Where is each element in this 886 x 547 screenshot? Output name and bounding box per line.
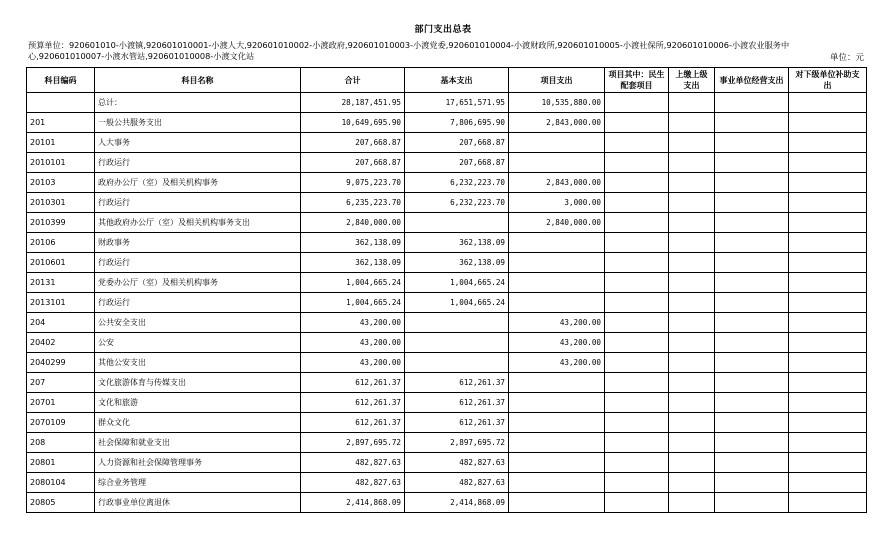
empty-cell bbox=[789, 253, 867, 273]
subject-name-cell: 其他政府办公厅（室）及相关机构事务支出 bbox=[95, 213, 301, 233]
empty-cell bbox=[715, 113, 789, 133]
subject-name-cell: 行政运行 bbox=[95, 153, 301, 173]
basic-amount-cell: 207,668.87 bbox=[405, 133, 509, 153]
basic-amount-cell: 482,827.63 bbox=[405, 473, 509, 493]
subject-name-cell: 一般公共服务支出 bbox=[95, 113, 301, 133]
basic-amount-cell bbox=[405, 333, 509, 353]
project-amount-cell bbox=[509, 153, 605, 173]
table-row bbox=[27, 133, 867, 153]
table-row bbox=[27, 273, 867, 293]
empty-cell bbox=[715, 213, 789, 233]
empty-cell bbox=[715, 253, 789, 273]
basic-amount-cell: 2,897,695.72 bbox=[405, 433, 509, 453]
empty-cell bbox=[669, 153, 715, 173]
empty-cell bbox=[715, 393, 789, 413]
table-row bbox=[27, 173, 867, 193]
total-amount-cell: 43,200.00 bbox=[301, 333, 405, 353]
table-row bbox=[27, 333, 867, 353]
column-header: 科目名称 bbox=[95, 68, 301, 93]
basic-amount-cell bbox=[405, 313, 509, 333]
column-header: 项目其中：民生配套项目 bbox=[605, 68, 669, 93]
project-amount-cell bbox=[509, 253, 605, 273]
empty-cell bbox=[715, 473, 789, 493]
budget-units-text: 预算单位：920601010-小渡镇,920601010001-小渡人大,920601010002-小渡政府,920601010003-小渡党委,920601010004-小渡财政所,920601010005-小渡社保所,920601010006-小渡农业服务中心,920601010007-小渡水管站,920601010008-小渡文化站 bbox=[28, 40, 790, 61]
empty-cell bbox=[789, 393, 867, 413]
subject-name-cell: 其他公安支出 bbox=[95, 353, 301, 373]
subject-name-cell: 行政运行 bbox=[95, 253, 301, 273]
project-amount-cell: 43,200.00 bbox=[509, 313, 605, 333]
basic-amount-cell: 2,414,868.09 bbox=[405, 493, 509, 513]
project-amount-cell bbox=[509, 473, 605, 493]
table-row bbox=[27, 473, 867, 493]
column-header: 项目支出 bbox=[509, 68, 605, 93]
project-amount-cell: 10,535,880.00 bbox=[509, 93, 605, 113]
total-amount-cell: 482,827.63 bbox=[301, 453, 405, 473]
table-row bbox=[27, 93, 867, 113]
project-amount-cell bbox=[509, 373, 605, 393]
empty-cell bbox=[789, 313, 867, 333]
empty-cell bbox=[715, 373, 789, 393]
subject-code-cell bbox=[27, 93, 95, 113]
subject-name-cell: 社会保障和就业支出 bbox=[95, 433, 301, 453]
total-amount-cell: 1,004,665.24 bbox=[301, 273, 405, 293]
empty-cell bbox=[605, 393, 669, 413]
empty-cell bbox=[715, 333, 789, 353]
table-row bbox=[27, 433, 867, 453]
subject-code-cell: 20106 bbox=[27, 233, 95, 253]
subject-name-cell: 财政事务 bbox=[95, 233, 301, 253]
subject-code-cell: 2010101 bbox=[27, 153, 95, 173]
report-title: 部门支出总表 bbox=[414, 25, 472, 35]
basic-amount-cell: 7,806,695.90 bbox=[405, 113, 509, 133]
empty-cell bbox=[669, 93, 715, 113]
empty-cell bbox=[605, 253, 669, 273]
empty-cell bbox=[669, 393, 715, 413]
table-row bbox=[27, 453, 867, 473]
table-row bbox=[27, 153, 867, 173]
empty-cell bbox=[789, 413, 867, 433]
empty-cell bbox=[605, 153, 669, 173]
empty-cell bbox=[789, 193, 867, 213]
empty-cell bbox=[669, 253, 715, 273]
empty-cell bbox=[789, 353, 867, 373]
empty-cell bbox=[605, 353, 669, 373]
basic-amount-cell: 362,138.09 bbox=[405, 253, 509, 273]
empty-cell bbox=[715, 173, 789, 193]
total-amount-cell: 2,897,695.72 bbox=[301, 433, 405, 453]
table-row bbox=[27, 493, 867, 513]
table-row bbox=[27, 413, 867, 433]
subject-name-cell: 党委办公厅（室）及相关机构事务 bbox=[95, 273, 301, 293]
subject-name-cell: 群众文化 bbox=[95, 413, 301, 433]
empty-cell bbox=[715, 353, 789, 373]
total-amount-cell: 2,840,000.00 bbox=[301, 213, 405, 233]
total-amount-cell: 9,075,223.70 bbox=[301, 173, 405, 193]
empty-cell bbox=[669, 173, 715, 193]
empty-cell bbox=[789, 93, 867, 113]
empty-cell bbox=[789, 133, 867, 153]
total-amount-cell: 207,668.87 bbox=[301, 153, 405, 173]
project-amount-cell bbox=[509, 393, 605, 413]
column-header: 科目编码 bbox=[27, 68, 95, 93]
empty-cell bbox=[605, 333, 669, 353]
empty-cell bbox=[669, 113, 715, 133]
empty-cell bbox=[669, 233, 715, 253]
subject-name-cell: 行政事业单位离退休 bbox=[95, 493, 301, 513]
table-row bbox=[27, 373, 867, 393]
empty-cell bbox=[715, 153, 789, 173]
column-header: 合计 bbox=[301, 68, 405, 93]
empty-cell bbox=[789, 173, 867, 193]
total-amount-cell: 362,138.09 bbox=[301, 253, 405, 273]
empty-cell bbox=[669, 353, 715, 373]
basic-amount-cell: 6,232,223.70 bbox=[405, 173, 509, 193]
subject-code-cell: 2040299 bbox=[27, 353, 95, 373]
subject-code-cell: 201 bbox=[27, 113, 95, 133]
empty-cell bbox=[605, 493, 669, 513]
subject-name-cell: 公共安全支出 bbox=[95, 313, 301, 333]
basic-amount-cell: 1,004,665.24 bbox=[405, 273, 509, 293]
basic-amount-cell: 612,261.37 bbox=[405, 413, 509, 433]
subject-code-cell: 2010301 bbox=[27, 193, 95, 213]
table-row bbox=[27, 293, 867, 313]
total-amount-cell: 612,261.37 bbox=[301, 393, 405, 413]
basic-amount-cell: 612,261.37 bbox=[405, 393, 509, 413]
project-amount-cell: 2,843,000.00 bbox=[509, 113, 605, 133]
empty-cell bbox=[605, 113, 669, 133]
subject-code-cell: 2010601 bbox=[27, 253, 95, 273]
empty-cell bbox=[669, 293, 715, 313]
empty-cell bbox=[605, 433, 669, 453]
project-amount-cell: 3,000.00 bbox=[509, 193, 605, 213]
subject-name-cell: 文化和旅游 bbox=[95, 393, 301, 413]
basic-amount-cell: 207,668.87 bbox=[405, 153, 509, 173]
empty-cell bbox=[605, 273, 669, 293]
empty-cell bbox=[605, 313, 669, 333]
subject-code-cell: 208 bbox=[27, 433, 95, 453]
table-row bbox=[27, 313, 867, 333]
empty-cell bbox=[789, 333, 867, 353]
empty-cell bbox=[605, 193, 669, 213]
basic-amount-cell: 6,232,223.70 bbox=[405, 193, 509, 213]
subject-name-cell: 行政运行 bbox=[95, 293, 301, 313]
empty-cell bbox=[715, 293, 789, 313]
empty-cell bbox=[669, 453, 715, 473]
empty-cell bbox=[605, 293, 669, 313]
subject-code-cell: 204 bbox=[27, 313, 95, 333]
column-header: 事业单位经营支出 bbox=[715, 68, 789, 93]
table-row bbox=[27, 233, 867, 253]
empty-cell bbox=[605, 413, 669, 433]
empty-cell bbox=[669, 493, 715, 513]
empty-cell bbox=[669, 213, 715, 233]
empty-cell bbox=[669, 413, 715, 433]
total-amount-cell: 362,138.09 bbox=[301, 233, 405, 253]
empty-cell bbox=[789, 493, 867, 513]
empty-cell bbox=[715, 313, 789, 333]
project-amount-cell: 2,843,000.00 bbox=[509, 173, 605, 193]
table-header bbox=[27, 68, 867, 93]
empty-cell bbox=[789, 473, 867, 493]
subject-name-cell: 政府办公厅（室）及相关机构事务 bbox=[95, 173, 301, 193]
empty-cell bbox=[669, 313, 715, 333]
project-amount-cell bbox=[509, 413, 605, 433]
total-amount-cell: 612,261.37 bbox=[301, 413, 405, 433]
project-amount-cell: 43,200.00 bbox=[509, 333, 605, 353]
empty-cell bbox=[669, 333, 715, 353]
empty-cell bbox=[789, 153, 867, 173]
empty-cell bbox=[789, 213, 867, 233]
project-amount-cell bbox=[509, 133, 605, 153]
subject-name-cell: 文化旅游体育与传媒支出 bbox=[95, 373, 301, 393]
empty-cell bbox=[715, 493, 789, 513]
total-amount-cell: 6,235,223.70 bbox=[301, 193, 405, 213]
total-amount-cell: 28,187,451.95 bbox=[301, 93, 405, 113]
empty-cell bbox=[669, 433, 715, 453]
total-amount-cell: 1,004,665.24 bbox=[301, 293, 405, 313]
subject-code-cell: 20131 bbox=[27, 273, 95, 293]
empty-cell bbox=[789, 373, 867, 393]
subject-code-cell: 20805 bbox=[27, 493, 95, 513]
subject-code-cell: 2010399 bbox=[27, 213, 95, 233]
empty-cell bbox=[715, 233, 789, 253]
subject-code-cell: 2070109 bbox=[27, 413, 95, 433]
empty-cell bbox=[715, 273, 789, 293]
column-header: 基本支出 bbox=[405, 68, 509, 93]
subject-code-cell: 20103 bbox=[27, 173, 95, 193]
table-body bbox=[27, 93, 867, 513]
subject-name-cell: 人大事务 bbox=[95, 133, 301, 153]
subject-name-cell: 人力资源和社会保障管理事务 bbox=[95, 453, 301, 473]
total-amount-cell: 482,827.63 bbox=[301, 473, 405, 493]
empty-cell bbox=[669, 133, 715, 153]
expenditure-table bbox=[26, 67, 867, 513]
empty-cell bbox=[715, 453, 789, 473]
empty-cell bbox=[605, 213, 669, 233]
project-amount-cell: 2,840,000.00 bbox=[509, 213, 605, 233]
total-amount-cell: 612,261.37 bbox=[301, 373, 405, 393]
empty-cell bbox=[715, 413, 789, 433]
subject-code-cell: 2080104 bbox=[27, 473, 95, 493]
subject-code-cell: 207 bbox=[27, 373, 95, 393]
column-header: 上缴上级支出 bbox=[669, 68, 715, 93]
empty-cell bbox=[789, 233, 867, 253]
empty-cell bbox=[715, 93, 789, 113]
basic-amount-cell: 612,261.37 bbox=[405, 373, 509, 393]
empty-cell bbox=[605, 453, 669, 473]
subject-code-cell: 20101 bbox=[27, 133, 95, 153]
project-amount-cell bbox=[509, 493, 605, 513]
empty-cell bbox=[669, 193, 715, 213]
project-amount-cell bbox=[509, 233, 605, 253]
total-amount-cell: 43,200.00 bbox=[301, 353, 405, 373]
basic-amount-cell: 1,004,665.24 bbox=[405, 293, 509, 313]
project-amount-cell bbox=[509, 293, 605, 313]
empty-cell bbox=[605, 473, 669, 493]
table-row bbox=[27, 113, 867, 133]
subject-code-cell: 20402 bbox=[27, 333, 95, 353]
project-amount-cell: 43,200.00 bbox=[509, 353, 605, 373]
project-amount-cell bbox=[509, 433, 605, 453]
empty-cell bbox=[789, 433, 867, 453]
total-amount-cell: 43,200.00 bbox=[301, 313, 405, 333]
empty-cell bbox=[789, 273, 867, 293]
empty-cell bbox=[605, 133, 669, 153]
table-row bbox=[27, 393, 867, 413]
empty-cell bbox=[669, 273, 715, 293]
empty-cell bbox=[669, 373, 715, 393]
header-row bbox=[27, 68, 867, 93]
total-amount-cell: 10,649,695.90 bbox=[301, 113, 405, 133]
column-header: 对下级单位补助支出 bbox=[789, 68, 867, 93]
empty-cell bbox=[715, 193, 789, 213]
basic-amount-cell: 17,651,571.95 bbox=[405, 93, 509, 113]
empty-cell bbox=[715, 133, 789, 153]
empty-cell bbox=[605, 373, 669, 393]
subject-code-cell: 20801 bbox=[27, 453, 95, 473]
empty-cell bbox=[789, 293, 867, 313]
basic-amount-cell bbox=[405, 213, 509, 233]
empty-cell bbox=[669, 473, 715, 493]
empty-cell bbox=[789, 113, 867, 133]
empty-cell bbox=[605, 233, 669, 253]
table-row bbox=[27, 193, 867, 213]
table-row bbox=[27, 253, 867, 273]
total-amount-cell: 2,414,868.09 bbox=[301, 493, 405, 513]
table-row bbox=[27, 213, 867, 233]
empty-cell bbox=[605, 173, 669, 193]
project-amount-cell bbox=[509, 273, 605, 293]
subject-code-cell: 20701 bbox=[27, 393, 95, 413]
subject-code-cell: 2013101 bbox=[27, 293, 95, 313]
basic-amount-cell bbox=[405, 353, 509, 373]
total-amount-cell: 207,668.87 bbox=[301, 133, 405, 153]
empty-cell bbox=[789, 453, 867, 473]
basic-amount-cell: 362,138.09 bbox=[405, 233, 509, 253]
subject-name-cell: 总计： bbox=[95, 93, 301, 113]
project-amount-cell bbox=[509, 453, 605, 473]
empty-cell bbox=[605, 93, 669, 113]
subject-name-cell: 综合业务管理 bbox=[95, 473, 301, 493]
table-row bbox=[27, 353, 867, 373]
basic-amount-cell: 482,827.63 bbox=[405, 453, 509, 473]
subject-name-cell: 公安 bbox=[95, 333, 301, 353]
empty-cell bbox=[715, 433, 789, 453]
subject-name-cell: 行政运行 bbox=[95, 193, 301, 213]
currency-unit-label: 单位：元 bbox=[829, 53, 864, 63]
